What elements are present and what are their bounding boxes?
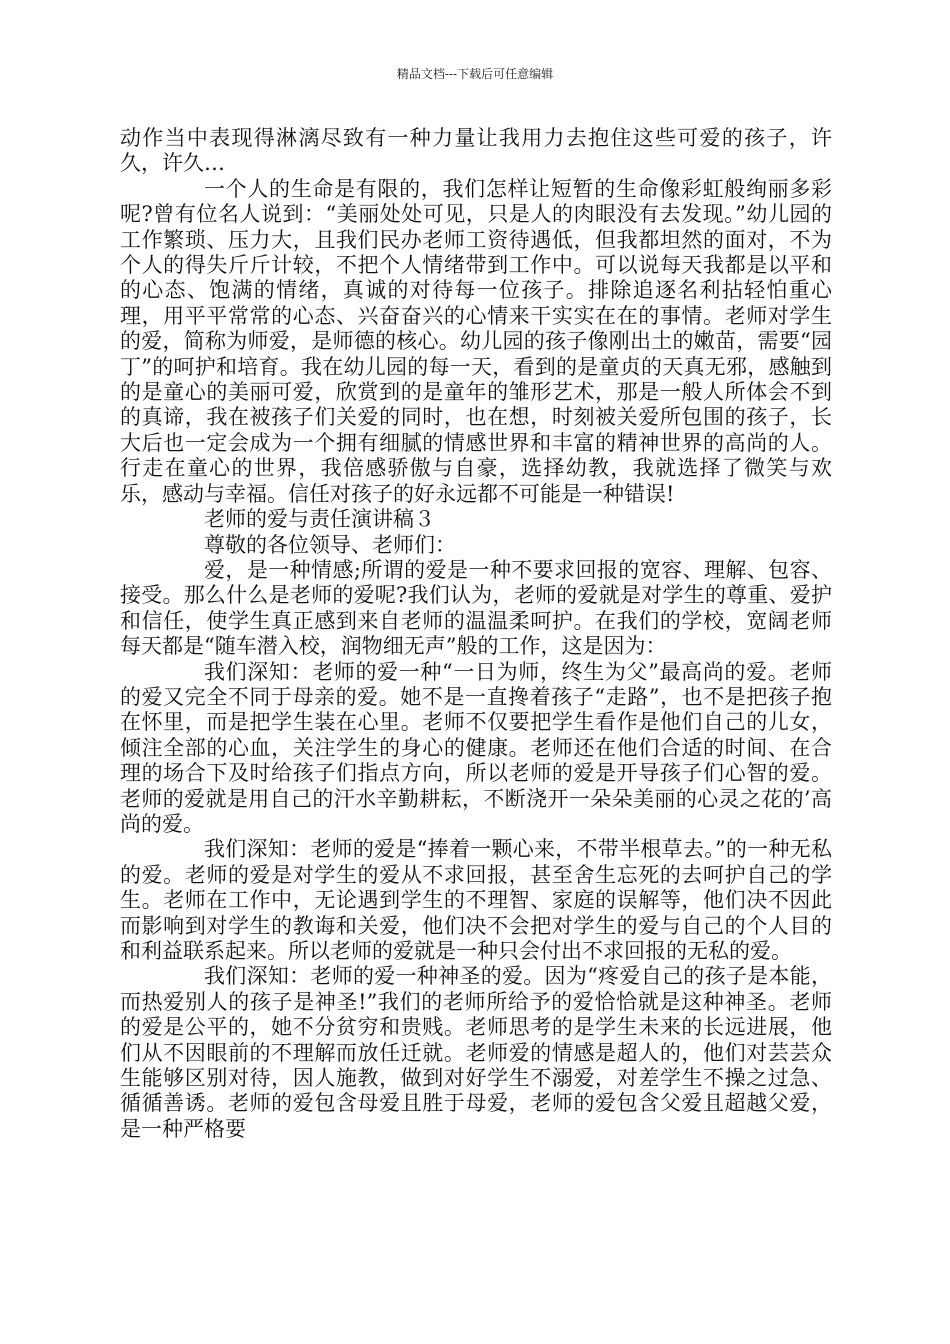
speech-salutation: 尊敬的各位领导、老师们：	[204, 532, 456, 557]
speech-title: 老师的爱与责任演讲稿３	[204, 507, 435, 532]
paragraph-life-limited: 一个人的生命是有限的，我们怎样让短暂的生命像彩虹般绚丽多彩呢?曾有位名人说到：“美丽处处可见，只是人的肉眼没有去发现。”幼儿园的工作繁琐、压力大，且我们民办老师工资待遇低，但我都坦然的面对，不为个人的得失斤斤计较，不把个人情绪带到工作中。可以说每天我都是以平和的心态、饱满的情绪，真诚的对待每一位孩子。排除追逐名利拈轻怕重心理，用平平常常的心态、兴奋奋兴的心情来干实实在在的事情。老师对学生的爱，简称为师爱，是师德的核心。幼儿园的孩子像刚出土的嫩苗，需要“园丁”的呵护和培育。我在幼儿园的每一天，看到的是童贞的天真无邪，感触到的是童心的美丽可爱，欣赏到的是童年的雏形艺术，那是一般人所体会不到的真谛，我在被孩子们关爱的同时，也在想，时刻被关爱所包围的孩子，长大后也一定会成为一个拥有细腻的情感世界和丰富的精神世界的高尚的人。 行走在童心的世界，我倍感骄傲与自豪，选择幼教，我就选择了微笑与欢乐，感动与幸福。信任对孩子的好永远都不可能是一种错误!	[120, 176, 832, 506]
document-body	[120, 126, 832, 1142]
paragraph-sacred-love: 我们深知：老师的爱一种神圣的爱。因为“疼爱自己的孩子是本能，而热爱别人的孩子是神圣!”我们的老师所给予的爱恰恰就是这种神圣。老师的爱是公平的，她不分贫穷和贵贱。老师思考的是学生未来的长远进展，他们从不因眼前的不理解而放任迁就。老师爱的情感是超人的，他们对芸芸众生能够区别对待，因人施教，做到对好学生不溺爱，对差学生不操之过急、循循善诱。老师的爱包含母爱且胜于母爱，老师的爱包含父爱且超越父爱，是一种严格要	[120, 964, 832, 1141]
paragraph-continuation: 动作当中表现得淋漓尽致有一种力量让我用力去抱住这些可爱的孩子，许久，许久…	[120, 126, 832, 176]
paragraph-selfless-love: 我们深知：老师的爱是“捧着一颗心来，不带半根草去。”的一种无私的爱。老师的爱是对学生的爱从不求回报，甚至舍生忘死的去呵护自己的学生。老师在工作中，无论遇到学生的不理智、家庭的误解等，他们决不因此而影响到对学生的教诲和关爱，他们决不会把对学生的爱与自己的个人目的和利益联系起来。所以老师的爱就是一种只会付出不求回报的无私的爱。	[120, 837, 832, 963]
page-header: 精品文档---下载后可任意编辑	[396, 67, 554, 81]
paragraph-noble-love: 我们深知：老师的爱一种“一日为师，终生为父”最高尚的爱。老师的爱又完全不同于母亲的爱。她不是一直搀着孩子“走路”，也不是把孩子抱在怀里，而是把学生装在心里。老师不仅要把学生看作是他们自己的儿女，倾注全部的心血，关注学生的身心的健康。老师还在他们合适的时间、在合理的场合下及时给孩子们指点方向，所以老师的爱是开导孩子们心智的爱。老师的爱就是用自己的汗水辛勤耕耘，不断浇开一朵朵美丽的心灵之花的’高尚的爱。	[120, 659, 832, 836]
paragraph-what-is-love: 爱，是一种情感;所谓的爱是一种不要求回报的宽容、理解、包容、接受。那么什么是老师的爱呢?我们认为，老师的爱就是对学生的尊重、爱护和信任，使学生真正感到来自老师的温温柔呵护。在我们的学校，宽阔老师每天都是“随车潜入校，润物细无声”般的工作，这是因为：	[120, 557, 832, 659]
